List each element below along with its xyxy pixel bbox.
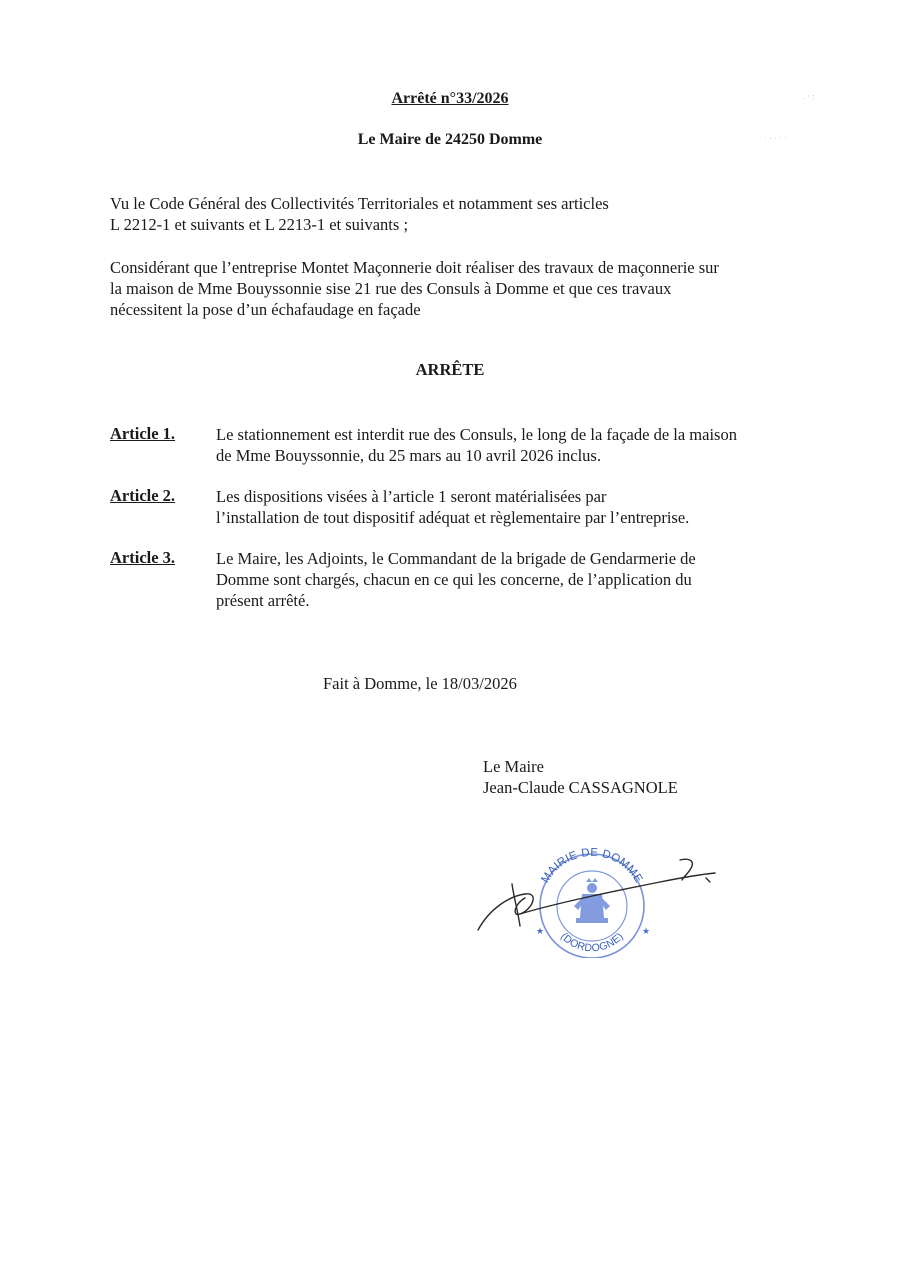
seal-and-signature xyxy=(470,848,720,958)
article-2-label: Article 2. xyxy=(110,486,176,505)
article-line: Le stationnement est interdit rue des Consuls, le long de la façade de la maison xyxy=(216,425,737,444)
article-3-text xyxy=(216,548,806,611)
article-2-text xyxy=(216,486,806,528)
considering-line: Considérant que l’entreprise Montet Maçonnerie doit réaliser des travaux de maçonnerie sur xyxy=(110,258,719,277)
scan-artifact: . · : · xyxy=(802,92,820,101)
signatory-name: Jean-Claude CASSAGNOLE xyxy=(483,778,678,797)
article-line: l’installation de tout dispositif adéquat et règlementaire par l’entreprise. xyxy=(216,508,690,527)
decision-heading: ARRÊTE xyxy=(415,360,485,379)
official-seal-graphic xyxy=(470,848,720,958)
scan-artifact: · · · · · xyxy=(764,134,787,143)
article-line: de Mme Bouyssonnie, du 25 mars au 10 avril 2026 inclus. xyxy=(216,446,601,465)
article-3-label: Article 3. xyxy=(110,548,176,567)
seal-star: ★ xyxy=(536,927,545,937)
article-1-label: Article 1. xyxy=(110,424,176,443)
decree-number: Arrêté n°33/2026 xyxy=(391,90,509,107)
considering-line: la maison de Mme Bouyssonnie sise 21 rue des Consuls à Domme et que ces travaux xyxy=(110,279,672,298)
article-line: Les dispositions visées à l’article 1 seront matérialisées par xyxy=(216,487,607,506)
article-line: présent arrêté. xyxy=(216,591,310,610)
seal-star: ★ xyxy=(642,927,651,937)
legal-basis-line: L 2212-1 et suivants et L 2213-1 et suivants ; xyxy=(110,215,409,234)
seal-emblem xyxy=(574,878,610,923)
signatory-title: Le Maire xyxy=(483,757,544,776)
decree-issuer: Le Maire de 24250 Domme xyxy=(357,131,543,148)
seal-bottom-text: (DORDOGNE) xyxy=(558,930,626,955)
article-line: Domme sont chargés, chacun en ce qui les concerne, de l’application du xyxy=(216,570,692,589)
seal-top-text: MAIRIE DE DOMME xyxy=(539,848,645,886)
place-date: Fait à Domme, le 18/03/2026 xyxy=(323,674,517,693)
article-line: Le Maire, les Adjoints, le Commandant de la brigade de Gendarmerie de xyxy=(216,549,696,568)
article-1-text xyxy=(216,424,806,466)
considering-line: nécessitent la pose d’un échafaudage en façade xyxy=(110,300,421,319)
legal-basis-line: Vu le Code Général des Collectivités Territoriales et notamment ses articles xyxy=(110,194,609,213)
